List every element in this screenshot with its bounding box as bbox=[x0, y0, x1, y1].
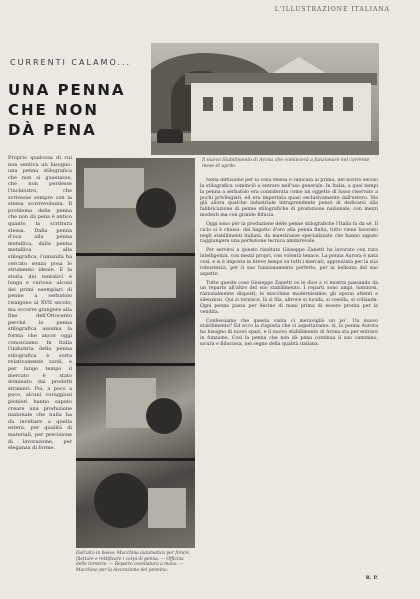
headline-line-3: DÀ PENA bbox=[8, 121, 97, 139]
photo-divider bbox=[76, 253, 195, 256]
photo-window bbox=[263, 97, 273, 111]
factory-building-photo bbox=[151, 43, 379, 155]
right-text-column bbox=[200, 178, 378, 582]
body-paragraph: Oggi sono per la produzione delle penne stilografiche l'Italia fa da sé. Il ciclo si è chiuso: dal lingotto d'oro alla penna finita, tutto viene lavorato negli stabilimenti italiani, da maestranze specializzate che hanno saputo raggiungere una perfezione tecnica ammirevole. bbox=[200, 221, 378, 245]
photo-machine-part bbox=[84, 168, 144, 208]
body-paragraph: Per servirsi a questo risultato Giuseppe Zanetti ha lavorato con rara intelligenza, con mezzi propri, con volontà tenace. La penna Aurora è nata così, e si è imposta in breve tempo su tutti i mercati, apprezzata per la sua robustezza, per il suo funzionamento perfetto, per la bellezza del suo aspetto. bbox=[200, 248, 378, 277]
photo-machine-part bbox=[148, 488, 186, 528]
body-paragraph: Confessiamo che questa visita ci meravigliò un po'. Un nuovo stabilimento? Ed ecco la risposta che ci aspettavamo: sì, la penna Aurora ha bisogno di nuovi spazi, e il nuovo stabilimento di Arona sta per entrare in funzione. Così la penna che non dà pena continua il suo cammino, sicura e fiduciosa, nel segno della qualità italiana. bbox=[200, 318, 378, 347]
photo-machine-part bbox=[96, 268, 176, 298]
running-head: L'ILLUSTRAZIONE ITALIANA bbox=[274, 6, 390, 13]
building-photo-caption: Il nuovo Stabilimento di Arona che comincerà a funzionare nel corrente mese di aprile. bbox=[202, 158, 370, 169]
headline-line-1: UNA PENNA bbox=[8, 81, 126, 99]
left-column-text: Proprio qualcosa di cui non sentiva un bisogno: una penna stilografica che non si guastasse, che non perdesse l'inchiostro, che scrivesse sempre con la stessa scorrevolezza. Il problema della penna che non dà pena è antico quanto la scrittura stessa. Dalla penna d'oca alla penna metallica, dalla penna metallica alla stilografica, l'umanità ha cercato senza posa lo strumento ideale. E la storia dei tentativi è lunga e curiosa: alcuni dei primi esemplari di penne a serbatoio risalgono al XVII secolo; ma occorre giungere alla fine dell'Ottocento perché la penna stilografica assuma la forma che ancor oggi conosciamo. In Italia l'industria della penna stilografica è sorta relativamente tardi, e per lungo tempo il mercato è stato dominato dai prodotti stranieri. Poi, a poco a poco, alcuni coraggiosi pionieri hanno saputo creare una produzione nazionale che nulla ha da invidiare a quella estera, per qualità di materiali, per precisione di lavorazione, per eleganza di forme. bbox=[8, 155, 72, 452]
photo-machine-wheel bbox=[86, 308, 116, 338]
photo-building-shape bbox=[191, 83, 371, 143]
article-headline bbox=[8, 80, 148, 140]
photo-divider bbox=[76, 363, 195, 366]
headline-line-2: CHE NON bbox=[8, 101, 99, 119]
photo-window bbox=[223, 97, 233, 111]
photo-machine-wheel bbox=[136, 188, 176, 228]
photo-machine-wheel bbox=[146, 398, 182, 434]
photo-window bbox=[203, 97, 213, 111]
left-text-column bbox=[8, 155, 72, 575]
machinery-photo-caption: Dall'alto in basso: Macchina automatica per forare, filettare e rettificare i corpi di penna. — Officina delle tornerie. — Reparto cesellatura a mano. — Macchine per la lavorazione del pennino. bbox=[76, 551, 191, 573]
photo-ground bbox=[151, 141, 379, 155]
photo-machine-wheel bbox=[94, 473, 149, 528]
body-paragraph: Tutte queste cose Giuseppe Zanetti ce le dice a vi mostra passando da un reparto all'altro del suo stabilimento. I reparti sono ampi, luminosi, razionalmente disposti; le macchine modernissime; gli operai attenti e silenziosi. Qui si tornisce, là si fila, altrove si lucida, si cesella, si collauda. Ogni penna passa per decine di mani prima di essere pronta per la vendita. bbox=[200, 280, 378, 315]
machinery-photo-collage bbox=[76, 158, 195, 548]
photo-window bbox=[303, 97, 313, 111]
photo-car-shape bbox=[157, 129, 183, 143]
photo-window bbox=[323, 97, 333, 111]
photo-window bbox=[343, 97, 353, 111]
photo-divider bbox=[76, 458, 195, 461]
photo-window bbox=[243, 97, 253, 111]
article-kicker: CURRENTI CALAMO... bbox=[10, 58, 132, 67]
photo-window bbox=[283, 97, 293, 111]
author-signature: R. P. bbox=[365, 575, 378, 581]
body-paragraph: Nella diffusione per la cosa stessa e radicata ai prima, del nostro secolo la stilografica cominciò a entrare nell'uso generale. In Italia, a quei tempi la penna a serbatoio era considerata come un oggetto di lusso riservato a pochi privilegiati, ed era importata quasi esclusivamente dall'estero. Ma già allora qualche industriale intraprendente pensò di dedicarsi alla fabbricazione di penne stilografiche di produzione nazionale, con mezzi modesti ma con grande fiducia. bbox=[200, 178, 378, 219]
